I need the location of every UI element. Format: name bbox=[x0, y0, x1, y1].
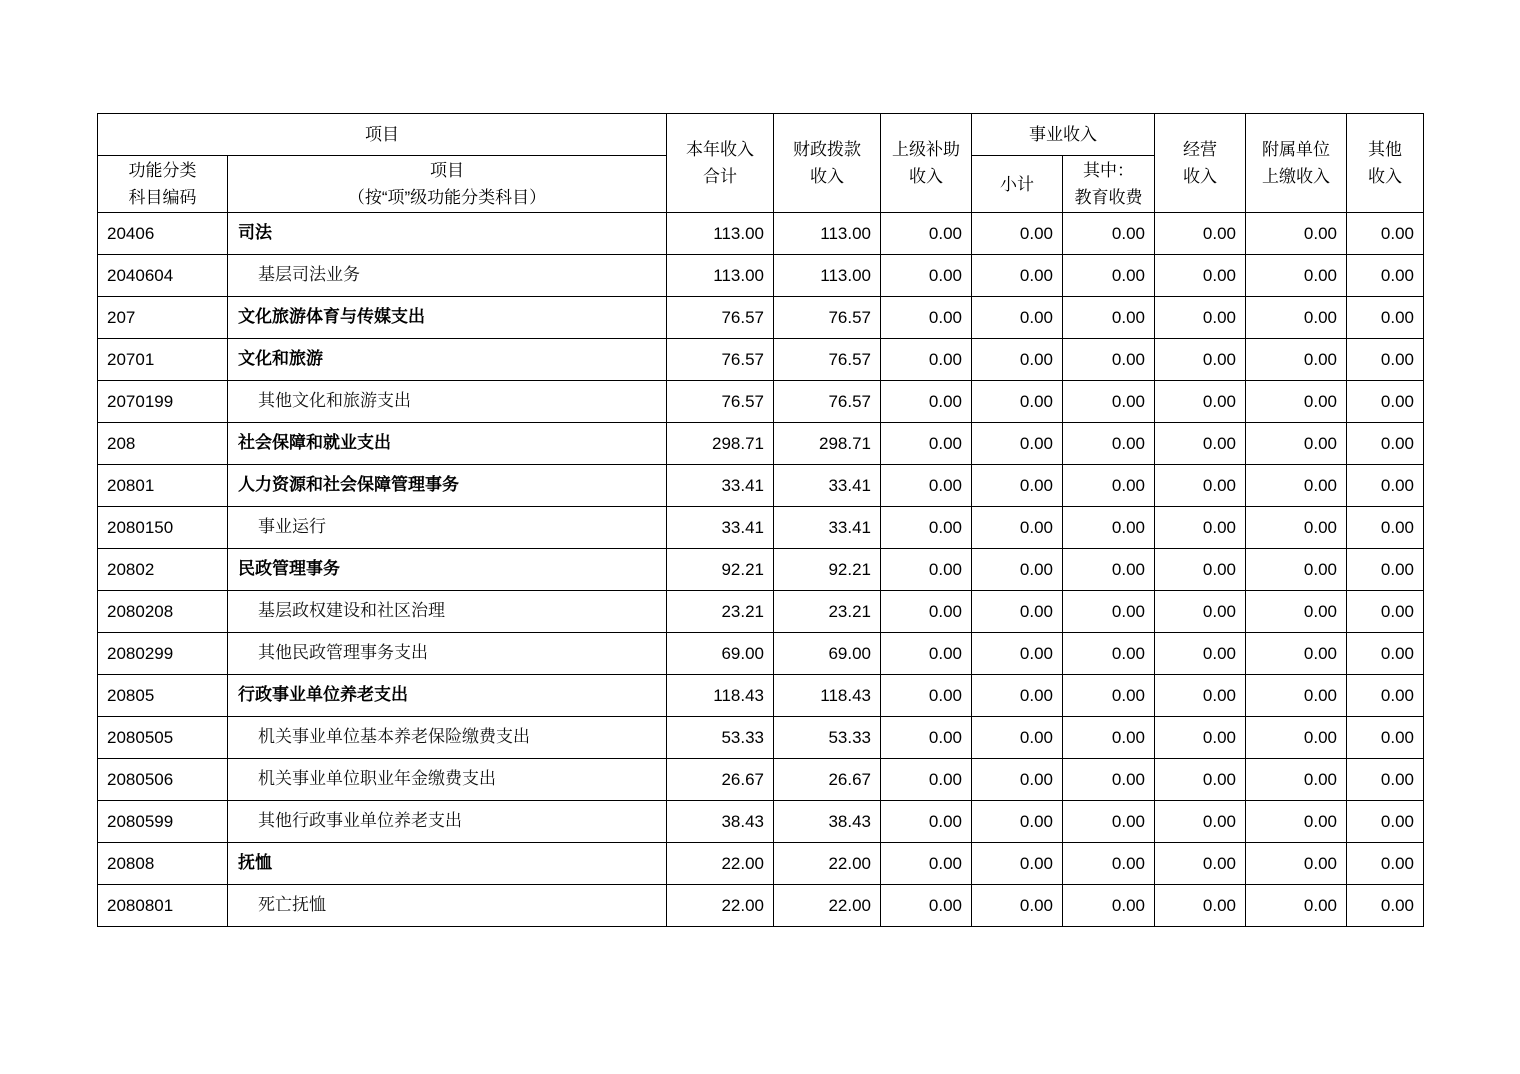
total-income-cell: 23.21 bbox=[667, 591, 774, 633]
name-header-line2: （按“项”级功能分类科目） bbox=[347, 188, 547, 207]
career-subtotal-cell: 0.00 bbox=[972, 633, 1063, 675]
fiscal-appropriation-cell: 298.71 bbox=[774, 423, 881, 465]
total-income-cell: 76.57 bbox=[667, 381, 774, 423]
career-subtotal-cell: 0.00 bbox=[972, 717, 1063, 759]
operating-income-cell: 0.00 bbox=[1155, 591, 1246, 633]
career-edu-fee-cell: 0.00 bbox=[1063, 801, 1155, 843]
subject-code-header bbox=[98, 156, 228, 213]
subject-name-cell: 民政管理事务 bbox=[228, 549, 667, 591]
table-row bbox=[98, 801, 1424, 843]
affiliated-unit-cell: 0.00 bbox=[1246, 885, 1347, 927]
table-body bbox=[98, 213, 1424, 927]
table-row bbox=[98, 423, 1424, 465]
superior-subsidy-cell: 0.00 bbox=[881, 759, 972, 801]
subject-name-cell: 文化旅游体育与传媒支出 bbox=[228, 297, 667, 339]
superior-subsidy-cell: 0.00 bbox=[881, 423, 972, 465]
subject-name-cell: 事业运行 bbox=[228, 507, 667, 549]
career-subtotal-cell: 0.00 bbox=[972, 759, 1063, 801]
affiliated-unit-cell: 0.00 bbox=[1246, 801, 1347, 843]
total-income-cell: 113.00 bbox=[667, 213, 774, 255]
subject-name-cell: 文化和旅游 bbox=[228, 339, 667, 381]
subject-code-cell: 20701 bbox=[98, 339, 228, 381]
total-income-cell: 26.67 bbox=[667, 759, 774, 801]
subject-name-cell: 行政事业单位养老支出 bbox=[228, 675, 667, 717]
fiscal-appropriation-cell: 113.00 bbox=[774, 213, 881, 255]
operating-income-cell: 0.00 bbox=[1155, 423, 1246, 465]
total-income-cell: 22.00 bbox=[667, 843, 774, 885]
subject-name-cell: 其他民政管理事务支出 bbox=[228, 633, 667, 675]
table-row bbox=[98, 465, 1424, 507]
superior-subsidy-cell: 0.00 bbox=[881, 255, 972, 297]
fiscal-appropriation-header bbox=[774, 114, 881, 213]
total-income-cell: 113.00 bbox=[667, 255, 774, 297]
name-header-line1: 项目 bbox=[430, 161, 464, 180]
career-edu-fee-cell: 0.00 bbox=[1063, 423, 1155, 465]
subject-code-cell: 2080599 bbox=[98, 801, 228, 843]
total-income-cell: 76.57 bbox=[667, 297, 774, 339]
other-income-cell: 0.00 bbox=[1347, 465, 1424, 507]
affiliated-unit-cell: 0.00 bbox=[1246, 549, 1347, 591]
total-income-cell: 69.00 bbox=[667, 633, 774, 675]
career-edu-fee-cell: 0.00 bbox=[1063, 297, 1155, 339]
career-subtotal-cell: 0.00 bbox=[972, 423, 1063, 465]
total-income-cell: 118.43 bbox=[667, 675, 774, 717]
subject-code-cell: 20805 bbox=[98, 675, 228, 717]
other-income-cell: 0.00 bbox=[1347, 633, 1424, 675]
fiscal-appropriation-cell: 26.67 bbox=[774, 759, 881, 801]
total-income-cell: 53.33 bbox=[667, 717, 774, 759]
career-subtotal-cell: 0.00 bbox=[972, 465, 1063, 507]
total-income-cell: 33.41 bbox=[667, 465, 774, 507]
other-income-cell: 0.00 bbox=[1347, 591, 1424, 633]
affiliated-unit-cell: 0.00 bbox=[1246, 591, 1347, 633]
total-income-header-line2: 合计 bbox=[703, 167, 737, 186]
superior-subsidy-cell: 0.00 bbox=[881, 549, 972, 591]
affiliated-unit-cell: 0.00 bbox=[1246, 717, 1347, 759]
subject-code-cell: 2080208 bbox=[98, 591, 228, 633]
fiscal-appropriation-cell: 22.00 bbox=[774, 843, 881, 885]
other-header-line2: 收入 bbox=[1368, 167, 1402, 186]
career-subtotal-cell: 0.00 bbox=[972, 381, 1063, 423]
table-row bbox=[98, 213, 1424, 255]
affiliated-unit-header bbox=[1246, 114, 1347, 213]
career-subtotal-cell: 0.00 bbox=[972, 339, 1063, 381]
subject-name-header bbox=[228, 156, 667, 213]
subject-code-cell: 20801 bbox=[98, 465, 228, 507]
superior-subsidy-header bbox=[881, 114, 972, 213]
operating-income-cell: 0.00 bbox=[1155, 381, 1246, 423]
affiliated-unit-cell: 0.00 bbox=[1246, 759, 1347, 801]
other-income-cell: 0.00 bbox=[1347, 549, 1424, 591]
total-income-cell: 33.41 bbox=[667, 507, 774, 549]
career-edu-fee-cell: 0.00 bbox=[1063, 549, 1155, 591]
subject-code-cell: 20406 bbox=[98, 213, 228, 255]
subject-code-cell: 2080299 bbox=[98, 633, 228, 675]
superior-subsidy-cell: 0.00 bbox=[881, 633, 972, 675]
table-row bbox=[98, 339, 1424, 381]
subject-name-cell: 司法 bbox=[228, 213, 667, 255]
code-header-line1: 功能分类 bbox=[128, 161, 197, 180]
fiscal-appropriation-cell: 76.57 bbox=[774, 381, 881, 423]
table-row bbox=[98, 549, 1424, 591]
table-row bbox=[98, 717, 1424, 759]
subject-code-cell: 208 bbox=[98, 423, 228, 465]
table-row bbox=[98, 381, 1424, 423]
fiscal-appropriation-cell: 38.43 bbox=[774, 801, 881, 843]
operating-header-line1: 经营 bbox=[1183, 140, 1217, 159]
subject-code-cell: 207 bbox=[98, 297, 228, 339]
subject-code-cell: 2040604 bbox=[98, 255, 228, 297]
table-row bbox=[98, 507, 1424, 549]
fiscal-appropriation-cell: 118.43 bbox=[774, 675, 881, 717]
superior-subsidy-cell: 0.00 bbox=[881, 675, 972, 717]
table-row bbox=[98, 591, 1424, 633]
table-row bbox=[98, 675, 1424, 717]
career-edu-fee-cell: 0.00 bbox=[1063, 633, 1155, 675]
superior-subsidy-cell: 0.00 bbox=[881, 843, 972, 885]
operating-income-cell: 0.00 bbox=[1155, 465, 1246, 507]
career-subtotal-cell: 0.00 bbox=[972, 507, 1063, 549]
affiliated-unit-cell: 0.00 bbox=[1246, 381, 1347, 423]
total-income-cell: 38.43 bbox=[667, 801, 774, 843]
other-income-cell: 0.00 bbox=[1347, 507, 1424, 549]
affiliated-unit-cell: 0.00 bbox=[1246, 633, 1347, 675]
superior-subsidy-cell: 0.00 bbox=[881, 801, 972, 843]
subject-code-cell: 20802 bbox=[98, 549, 228, 591]
other-income-cell: 0.00 bbox=[1347, 339, 1424, 381]
subject-name-cell: 机关事业单位职业年金缴费支出 bbox=[228, 759, 667, 801]
superior-subsidy-cell: 0.00 bbox=[881, 213, 972, 255]
total-income-header-line1: 本年收入 bbox=[686, 140, 754, 159]
career-edu-fee-cell: 0.00 bbox=[1063, 675, 1155, 717]
other-income-cell: 0.00 bbox=[1347, 213, 1424, 255]
edu-header-line2: 教育收费 bbox=[1074, 188, 1143, 207]
subject-name-cell: 机关事业单位基本养老保险缴费支出 bbox=[228, 717, 667, 759]
affiliated-header-line1: 附属单位 bbox=[1262, 140, 1330, 159]
fiscal-appropriation-cell: 33.41 bbox=[774, 465, 881, 507]
table-row bbox=[98, 633, 1424, 675]
other-income-header bbox=[1347, 114, 1424, 213]
edu-header-line1: 其中： bbox=[1083, 161, 1134, 180]
career-subtotal-cell: 0.00 bbox=[972, 801, 1063, 843]
table-row bbox=[98, 759, 1424, 801]
subject-name-cell: 基层司法业务 bbox=[228, 255, 667, 297]
subject-code-cell: 2080801 bbox=[98, 885, 228, 927]
career-subtotal-cell: 0.00 bbox=[972, 843, 1063, 885]
superior-subsidy-cell: 0.00 bbox=[881, 717, 972, 759]
superior-subsidy-cell: 0.00 bbox=[881, 507, 972, 549]
table-row bbox=[98, 297, 1424, 339]
career-subtotal-cell: 0.00 bbox=[972, 591, 1063, 633]
operating-income-cell: 0.00 bbox=[1155, 885, 1246, 927]
operating-income-cell: 0.00 bbox=[1155, 255, 1246, 297]
other-income-cell: 0.00 bbox=[1347, 297, 1424, 339]
superior-subsidy-cell: 0.00 bbox=[881, 381, 972, 423]
superior-subsidy-cell: 0.00 bbox=[881, 885, 972, 927]
career-edu-fee-cell: 0.00 bbox=[1063, 213, 1155, 255]
fiscal-appropriation-cell: 22.00 bbox=[774, 885, 881, 927]
affiliated-unit-cell: 0.00 bbox=[1246, 339, 1347, 381]
other-income-cell: 0.00 bbox=[1347, 843, 1424, 885]
project-header: 项目 bbox=[98, 114, 667, 156]
operating-income-cell: 0.00 bbox=[1155, 801, 1246, 843]
operating-income-cell: 0.00 bbox=[1155, 633, 1246, 675]
affiliated-unit-cell: 0.00 bbox=[1246, 843, 1347, 885]
other-income-cell: 0.00 bbox=[1347, 759, 1424, 801]
total-income-cell: 76.57 bbox=[667, 339, 774, 381]
fiscal-header-line2: 收入 bbox=[810, 167, 844, 186]
operating-income-cell: 0.00 bbox=[1155, 213, 1246, 255]
operating-income-cell: 0.00 bbox=[1155, 507, 1246, 549]
total-income-cell: 22.00 bbox=[667, 885, 774, 927]
table-row bbox=[98, 255, 1424, 297]
operating-income-cell: 0.00 bbox=[1155, 759, 1246, 801]
fiscal-appropriation-cell: 76.57 bbox=[774, 339, 881, 381]
subject-name-cell: 社会保障和就业支出 bbox=[228, 423, 667, 465]
total-income-cell: 298.71 bbox=[667, 423, 774, 465]
subject-code-cell: 2080150 bbox=[98, 507, 228, 549]
other-income-cell: 0.00 bbox=[1347, 423, 1424, 465]
subject-code-cell: 2080505 bbox=[98, 717, 228, 759]
affiliated-header-line2: 上缴收入 bbox=[1262, 167, 1330, 186]
affiliated-unit-cell: 0.00 bbox=[1246, 297, 1347, 339]
operating-income-cell: 0.00 bbox=[1155, 549, 1246, 591]
table-row bbox=[98, 843, 1424, 885]
career-subtotal-cell: 0.00 bbox=[972, 255, 1063, 297]
affiliated-unit-cell: 0.00 bbox=[1246, 465, 1347, 507]
superior-header-line1: 上级补助 bbox=[892, 140, 960, 159]
operating-income-cell: 0.00 bbox=[1155, 339, 1246, 381]
career-edu-fee-cell: 0.00 bbox=[1063, 507, 1155, 549]
fiscal-appropriation-cell: 113.00 bbox=[774, 255, 881, 297]
subject-code-cell: 2070199 bbox=[98, 381, 228, 423]
affiliated-unit-cell: 0.00 bbox=[1246, 675, 1347, 717]
career-edu-fee-cell: 0.00 bbox=[1063, 717, 1155, 759]
affiliated-unit-cell: 0.00 bbox=[1246, 213, 1347, 255]
subject-name-cell: 其他行政事业单位养老支出 bbox=[228, 801, 667, 843]
fiscal-appropriation-cell: 33.41 bbox=[774, 507, 881, 549]
career-subtotal-cell: 0.00 bbox=[972, 675, 1063, 717]
career-edu-fee-header bbox=[1063, 156, 1155, 213]
career-edu-fee-cell: 0.00 bbox=[1063, 381, 1155, 423]
career-income-header: 事业收入 bbox=[972, 114, 1155, 156]
superior-subsidy-cell: 0.00 bbox=[881, 591, 972, 633]
affiliated-unit-cell: 0.00 bbox=[1246, 423, 1347, 465]
other-header-line1: 其他 bbox=[1368, 140, 1402, 159]
career-edu-fee-cell: 0.00 bbox=[1063, 591, 1155, 633]
career-edu-fee-cell: 0.00 bbox=[1063, 885, 1155, 927]
career-edu-fee-cell: 0.00 bbox=[1063, 465, 1155, 507]
superior-subsidy-cell: 0.00 bbox=[881, 339, 972, 381]
other-income-cell: 0.00 bbox=[1347, 801, 1424, 843]
career-subtotal-header: 小计 bbox=[972, 156, 1063, 213]
code-header-line2: 科目编码 bbox=[128, 188, 197, 207]
other-income-cell: 0.00 bbox=[1347, 885, 1424, 927]
table-row bbox=[98, 885, 1424, 927]
operating-income-cell: 0.00 bbox=[1155, 843, 1246, 885]
career-subtotal-cell: 0.00 bbox=[972, 549, 1063, 591]
operating-income-cell: 0.00 bbox=[1155, 717, 1246, 759]
superior-subsidy-cell: 0.00 bbox=[881, 465, 972, 507]
operating-header-line2: 收入 bbox=[1183, 167, 1217, 186]
career-subtotal-cell: 0.00 bbox=[972, 885, 1063, 927]
income-budget-table bbox=[97, 113, 1424, 927]
fiscal-appropriation-cell: 23.21 bbox=[774, 591, 881, 633]
subject-code-cell: 2080506 bbox=[98, 759, 228, 801]
fiscal-appropriation-cell: 53.33 bbox=[774, 717, 881, 759]
other-income-cell: 0.00 bbox=[1347, 255, 1424, 297]
subject-name-cell: 抚恤 bbox=[228, 843, 667, 885]
subject-name-cell: 人力资源和社会保障管理事务 bbox=[228, 465, 667, 507]
subject-name-cell: 其他文化和旅游支出 bbox=[228, 381, 667, 423]
career-subtotal-cell: 0.00 bbox=[972, 297, 1063, 339]
affiliated-unit-cell: 0.00 bbox=[1246, 507, 1347, 549]
fiscal-header-line1: 财政拨款 bbox=[793, 140, 861, 159]
operating-income-cell: 0.00 bbox=[1155, 297, 1246, 339]
fiscal-appropriation-cell: 69.00 bbox=[774, 633, 881, 675]
total-income-header bbox=[667, 114, 774, 213]
superior-subsidy-cell: 0.00 bbox=[881, 297, 972, 339]
superior-header-line2: 收入 bbox=[909, 167, 943, 186]
affiliated-unit-cell: 0.00 bbox=[1246, 255, 1347, 297]
fiscal-appropriation-cell: 92.21 bbox=[774, 549, 881, 591]
career-subtotal-cell: 0.00 bbox=[972, 213, 1063, 255]
career-edu-fee-cell: 0.00 bbox=[1063, 843, 1155, 885]
operating-income-cell: 0.00 bbox=[1155, 675, 1246, 717]
career-edu-fee-cell: 0.00 bbox=[1063, 255, 1155, 297]
career-edu-fee-cell: 0.00 bbox=[1063, 759, 1155, 801]
career-edu-fee-cell: 0.00 bbox=[1063, 339, 1155, 381]
operating-income-header bbox=[1155, 114, 1246, 213]
subject-name-cell: 死亡抚恤 bbox=[228, 885, 667, 927]
total-income-cell: 92.21 bbox=[667, 549, 774, 591]
subject-code-cell: 20808 bbox=[98, 843, 228, 885]
other-income-cell: 0.00 bbox=[1347, 717, 1424, 759]
fiscal-appropriation-cell: 76.57 bbox=[774, 297, 881, 339]
other-income-cell: 0.00 bbox=[1347, 381, 1424, 423]
header-row-1 bbox=[98, 114, 1424, 156]
other-income-cell: 0.00 bbox=[1347, 675, 1424, 717]
subject-name-cell: 基层政权建设和社区治理 bbox=[228, 591, 667, 633]
